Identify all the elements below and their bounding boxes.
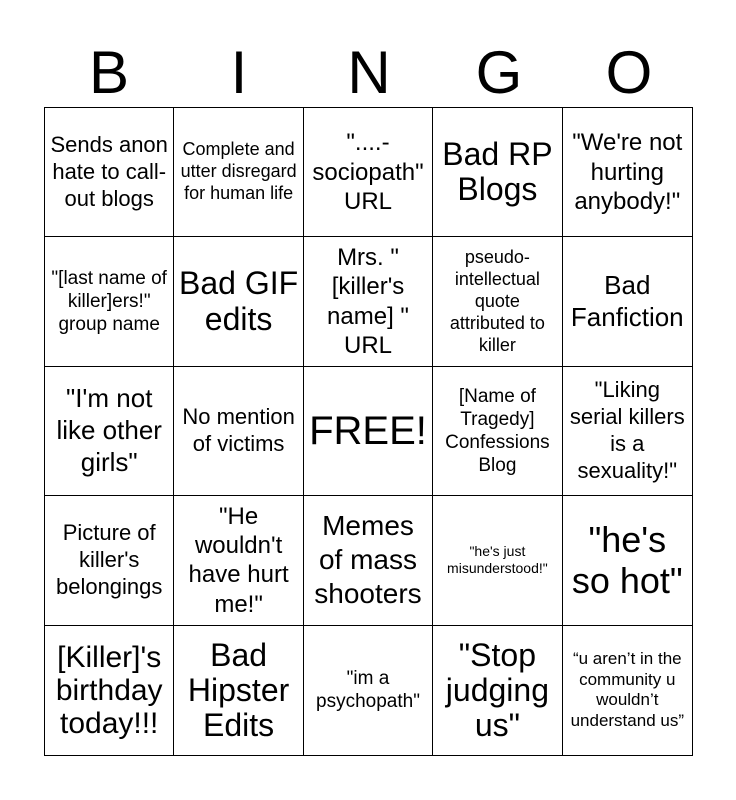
bingo-cell-r2c4[interactable]: pseudo-intellectual quote attributed to killer bbox=[433, 237, 562, 366]
bingo-cell-r2c1[interactable]: "[last name of killer]ers!" group name bbox=[45, 237, 174, 366]
bingo-header bbox=[44, 40, 694, 106]
bingo-cell-r3c5[interactable]: "Liking serial killers is a sexuality!" bbox=[563, 367, 692, 496]
bingo-cell-free[interactable]: FREE! bbox=[304, 367, 433, 496]
bingo-cell-r1c5[interactable]: "We're not hurting anybody!" bbox=[563, 108, 692, 237]
header-letter-b: B bbox=[88, 39, 130, 106]
bingo-cell-r2c5[interactable]: Bad Fanfiction bbox=[563, 237, 692, 366]
bingo-cell-r5c4[interactable]: "Stop judging us" bbox=[433, 626, 562, 755]
bingo-cell-r4c3[interactable]: Memes of mass shooters bbox=[304, 496, 433, 625]
bingo-board bbox=[44, 107, 693, 756]
header-letter-g: G bbox=[475, 39, 523, 106]
bingo-cell-r2c3[interactable]: Mrs. "[killer's name] " URL bbox=[304, 237, 433, 366]
bingo-cell-r4c4[interactable]: "he's just misunderstood!" bbox=[433, 496, 562, 625]
bingo-cell-r3c4[interactable]: [Name of Tragedy] Confessions Blog bbox=[433, 367, 562, 496]
bingo-cell-r5c1[interactable]: [Killer]'s birthday today!!! bbox=[45, 626, 174, 755]
bingo-cell-r2c2[interactable]: Bad GIF edits bbox=[174, 237, 303, 366]
bingo-cell-r1c1[interactable]: Sends anon hate to call-out blogs bbox=[45, 108, 174, 237]
header-letter-i: I bbox=[230, 39, 248, 106]
bingo-cell-r4c2[interactable]: "He wouldn't have hurt me!" bbox=[174, 496, 303, 625]
bingo-cell-r1c4[interactable]: Bad RP Blogs bbox=[433, 108, 562, 237]
bingo-cell-r1c2[interactable]: Complete and utter disregard for human life bbox=[174, 108, 303, 237]
bingo-cell-r4c5[interactable]: "he's so hot" bbox=[563, 496, 692, 625]
bingo-cell-r5c5[interactable]: “u aren’t in the community u wouldn’t understand us” bbox=[570, 648, 684, 731]
header-letter-o: O bbox=[605, 39, 653, 106]
bingo-cell-r5c2[interactable]: Bad Hipster Edits bbox=[174, 626, 303, 755]
bingo-cell-r5c3[interactable]: "im a psychopath" bbox=[304, 626, 433, 755]
header-letter-n: N bbox=[347, 39, 391, 106]
bingo-cell-r3c1[interactable]: "I'm not like other girls" bbox=[45, 367, 174, 496]
bingo-cell-r3c2[interactable]: No mention of victims bbox=[174, 367, 303, 496]
bingo-cell-r1c3[interactable]: "....-sociopath" URL bbox=[304, 108, 433, 237]
bingo-cell-r4c1[interactable]: Picture of killer's belongings bbox=[45, 496, 174, 625]
